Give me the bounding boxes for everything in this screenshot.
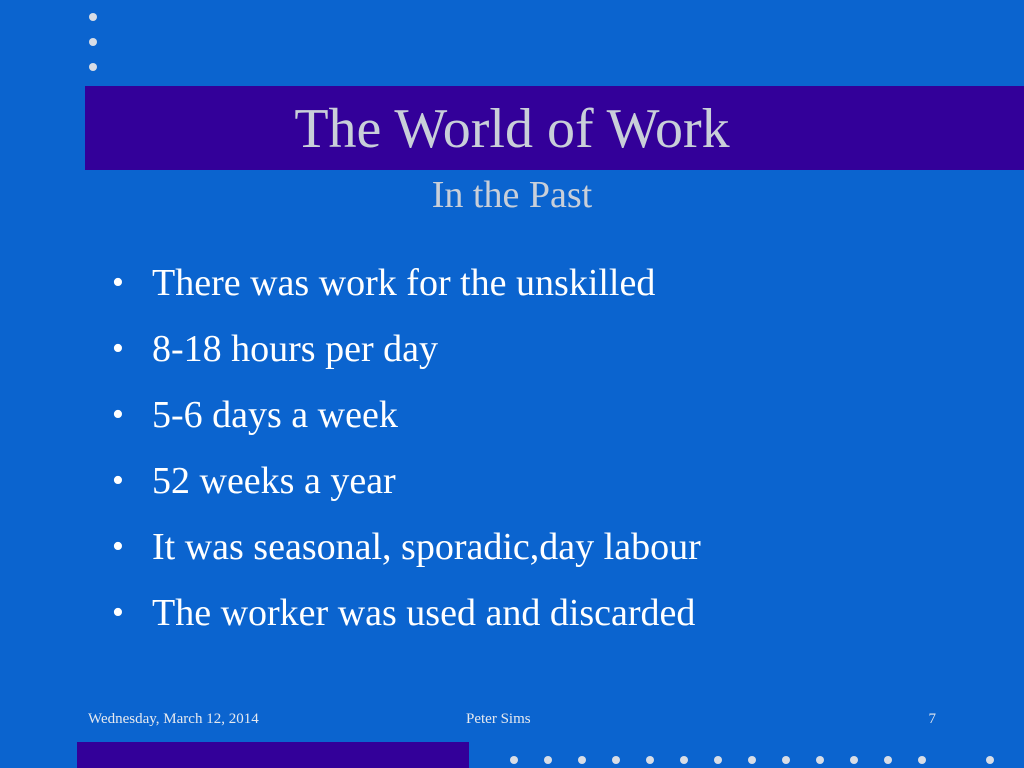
bullet-list <box>110 250 990 646</box>
decorative-dot <box>544 756 552 764</box>
decorative-dot <box>782 756 790 764</box>
bullet-icon: • <box>112 396 124 433</box>
bullet-item <box>110 250 990 316</box>
bullet-text: 52 weeks a year <box>152 460 396 502</box>
bullet-item <box>110 448 990 514</box>
bullet-item <box>110 382 990 448</box>
bullet-item <box>110 514 990 580</box>
decorative-dot <box>748 756 756 764</box>
decorative-dot <box>918 756 926 764</box>
decorative-dot <box>850 756 858 764</box>
bullet-icon: • <box>112 528 124 565</box>
decorative-dot <box>680 756 688 764</box>
page-number: 7 <box>928 711 936 727</box>
bullet-item <box>110 316 990 382</box>
bullet-text: The worker was used and discarded <box>152 592 696 634</box>
slide-title: The World of Work <box>294 98 730 160</box>
bullet-icon: • <box>112 330 124 367</box>
decorative-dot <box>89 13 97 21</box>
bullet-text: There was work for the unskilled <box>152 262 656 304</box>
bullet-text: 8-18 hours per day <box>152 328 438 370</box>
decorative-dot <box>89 63 97 71</box>
decorative-dot <box>986 756 994 764</box>
decorative-dot <box>578 756 586 764</box>
bullet-icon: • <box>112 462 124 499</box>
bullet-text: It was seasonal, sporadic,day labour <box>152 526 701 568</box>
decorative-dot <box>714 756 722 764</box>
bullet-icon: • <box>112 594 124 631</box>
slide-subtitle: In the Past <box>431 174 593 216</box>
bullet-text: 5-6 days a week <box>152 394 398 436</box>
footer-date: Wednesday, March 12, 2014 <box>88 711 259 727</box>
footer-bar <box>77 742 469 768</box>
decorative-dot <box>612 756 620 764</box>
decorative-dot <box>89 38 97 46</box>
bullet-icon: • <box>112 264 124 301</box>
decorative-dot <box>510 756 518 764</box>
decorative-dot <box>816 756 824 764</box>
bullet-item <box>110 580 990 646</box>
footer-author: Peter Sims <box>466 711 531 727</box>
decorative-dot <box>646 756 654 764</box>
decorative-dot <box>884 756 892 764</box>
